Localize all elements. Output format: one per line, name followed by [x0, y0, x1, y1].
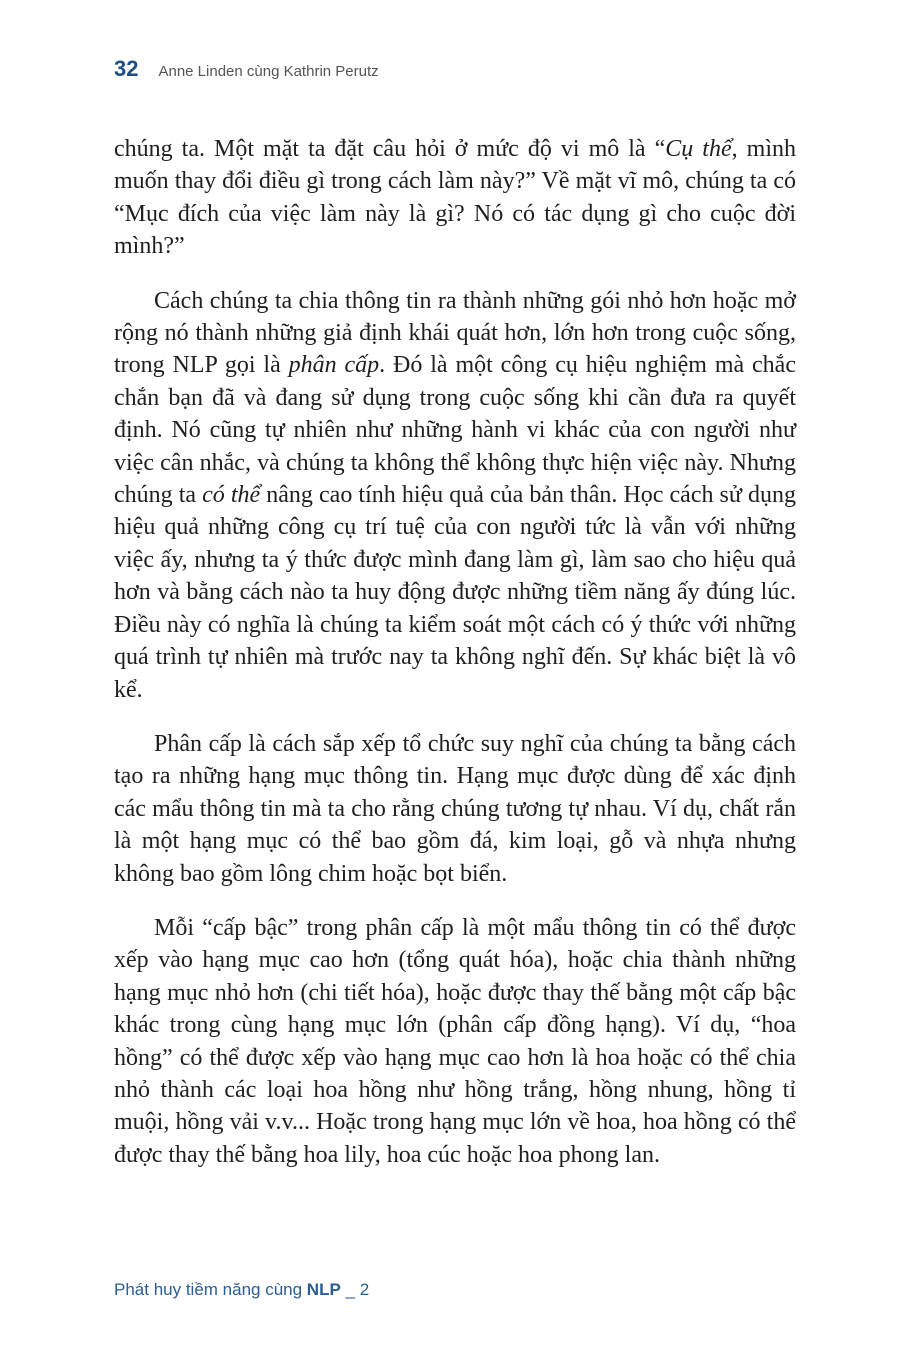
paragraph-2-text-b: . Đó là một công cụ hiệu nghiệm mà chắc chắn bạn đã và đang sử dụng trong cuộc sống khi cần đưa ra quyết định. Nó cũng tự nhiên như những hành vi khác của con người như việc cân nhắc, và chúng ta không thể không thực hiện việc này. Nhưng chúng ta: [114, 352, 796, 509]
paragraph-3: [114, 728, 796, 890]
footer-book-title: Phát huy tiềm năng cùng: [114, 1280, 307, 1299]
paragraph-1-text-a: chúng ta. Một mặt ta đặt câu hỏi ở mức độ vi mô là “: [114, 136, 666, 162]
body-text: [114, 133, 796, 1193]
paragraph-2-text-c: nâng cao tính hiệu quả của bản thân. Học cách sử dụng hiệu quả những công cụ trí tuệ của con người tức là vẫn với những việc ấy, nhưng ta ý thức được mình đang làm gì, làm sao cho hiệu quả hơn và bằng cách nào ta huy động được những tiềm năng ấy đúng lúc. Điều này có nghĩa là chúng ta kiểm soát một cách có ý thức với những quá trình tự nhiên mà trước nay ta không nghĩ đến. Sự khác biệt là vô kể.: [114, 482, 796, 703]
page-header: [114, 56, 379, 82]
paragraph-4-text: Mỗi “cấp bậc” trong phân cấp là một mẩu thông tin có thể được xếp vào hạng mục cao hơn (tổng quát hóa), hoặc chia thành những hạng mục nhỏ hơn (chi tiết hóa), hoặc được thay thế bằng một cấp bậc khác trong cùng hạng mục lớn (phân cấp đồng hạng). Ví dụ, “hoa hồng” có thể được xếp vào hạng mục cao hơn là hoa hoặc có thể chia nhỏ thành các loại hoa hồng như hồng trắng, hồng nhung, hồng tỉ muội, hồng vải v.v... Hoặc trong hạng mục lớn về hoa, hoa hồng có thể được thay thế bằng hoa lily, hoa cúc hoặc hoa phong lan.: [114, 914, 796, 1168]
page-number: 32: [114, 56, 139, 81]
paragraph-2-emphasis-b: có thể: [202, 482, 261, 509]
paragraph-1: [114, 133, 796, 263]
paragraph-2-text-a: Cách chúng ta chia thông tin ra thành những gói nhỏ hơn hoặc mở rộng nó thành những giả định khái quát hơn, lớn hơn trong cuộc sống, trong NLP gọi là: [114, 287, 796, 379]
paragraph-2: [114, 285, 796, 706]
paragraph-1-emphasis: Cụ thể: [665, 136, 732, 162]
paragraph-2-emphasis-a: phân cấp: [288, 352, 380, 379]
running-head: Anne Linden cùng Kathrin Perutz: [158, 63, 379, 80]
paragraph-3-text: Phân cấp là cách sắp xếp tổ chức suy nghĩ của chúng ta bằng cách tạo ra những hạng mục thông tin. Hạng mục được dùng để xác định các mẩu thông tin mà ta cho rằng chúng tương tự nhau. Ví dụ, chất rắn là một hạng mục có thể bao gồm đá, kim loại, gỗ và nhựa nhưng không bao gồm lông chim hoặc bọt biển.: [114, 730, 796, 887]
footer-nlp: NLP: [306, 1280, 341, 1299]
page-footer: [114, 1280, 369, 1300]
footer-volume: _ 2: [340, 1280, 370, 1299]
paragraph-4: [114, 912, 796, 1171]
paragraph-1-text-b: , mình muốn thay đổi điều gì trong cách làm này?” Về mặt vĩ mô, chúng ta có “Mục đích của việc làm này là gì? Nó có tác dụng gì cho cuộc đời mình?”: [114, 136, 796, 260]
